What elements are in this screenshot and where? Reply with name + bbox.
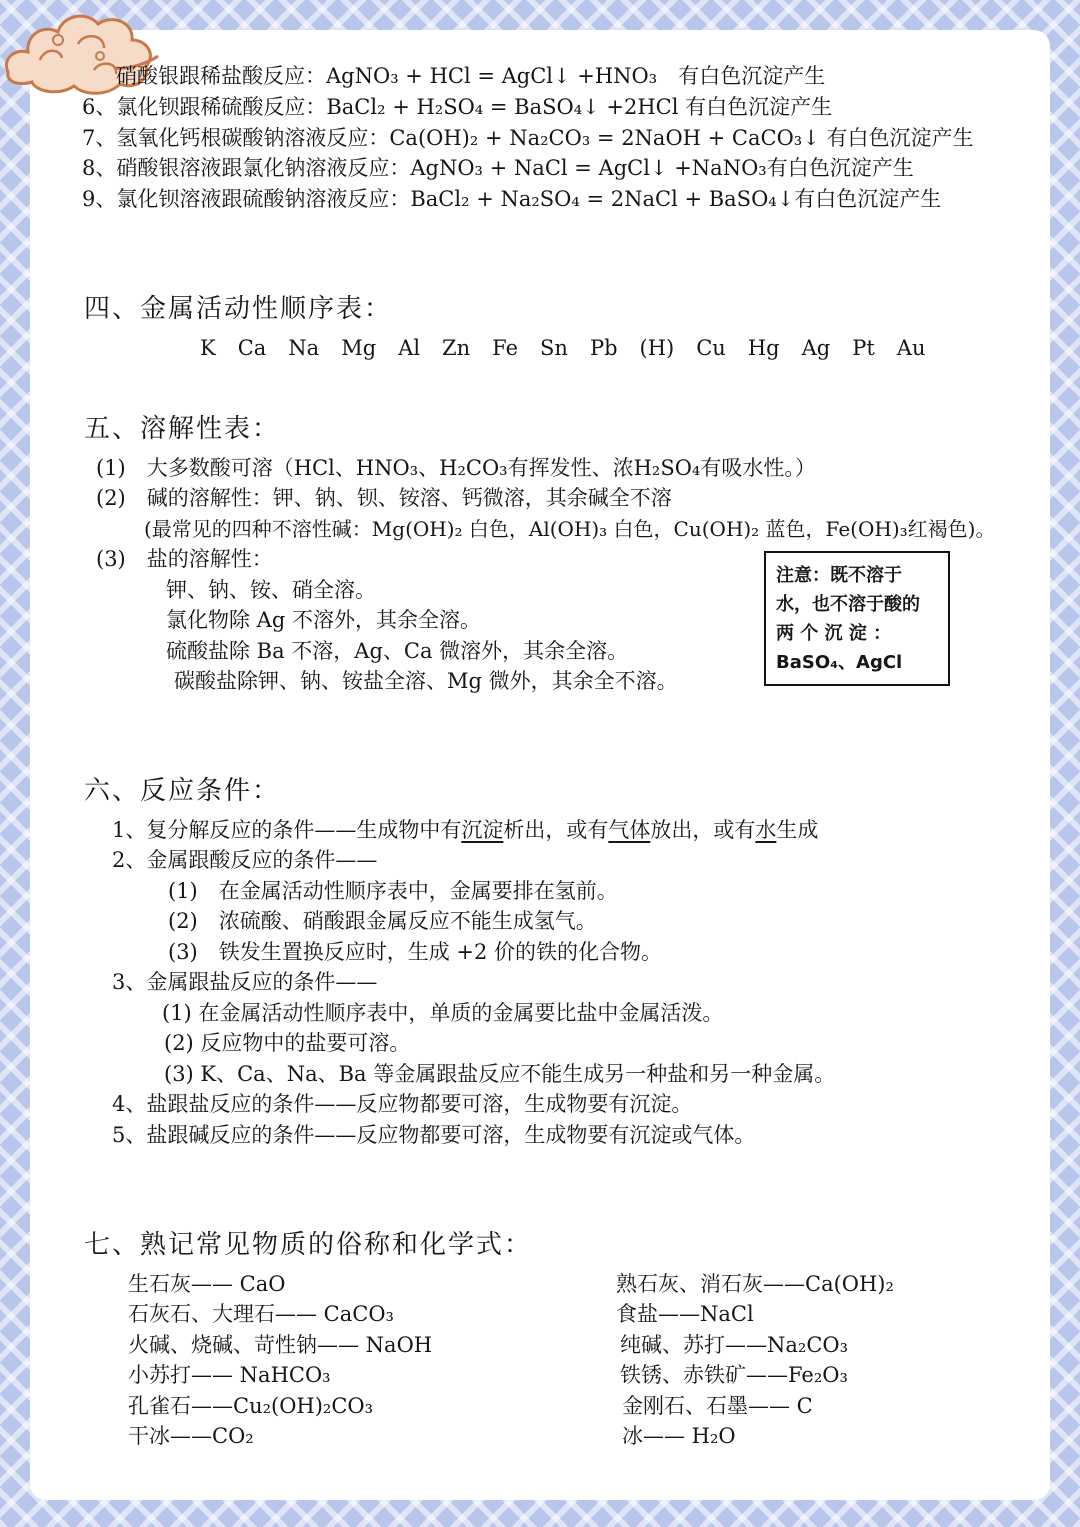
- metal-symbol: Fe: [492, 336, 519, 360]
- solubility-item: 钾、钠、铵、硝全溶。: [166, 578, 376, 602]
- common-name-entry: 熟石灰、消石灰——Ca(OH)₂: [616, 1272, 894, 1296]
- solubility-item: 氯化物除 Ag 不溶外，其余全溶。: [166, 608, 481, 632]
- section-title-reaction-conditions: 六、反应条件：: [84, 776, 281, 806]
- metal-symbol: K: [200, 336, 216, 360]
- text-segment: 析出，或有: [503, 818, 609, 842]
- condition-line: (2) 浓硫酸、硝酸跟金属反应不能生成氢气。: [168, 909, 597, 933]
- common-name-entry: 孔雀石——Cu₂(OH)₂CO₃: [128, 1394, 374, 1418]
- common-name-entry: 生石灰—— CaO: [128, 1272, 286, 1296]
- condition-line: 3、金属跟盐反应的条件——: [112, 970, 378, 994]
- reaction-line: 7、氢氧化钙根碳酸钠溶液反应：Ca(OH)₂ + Na₂CO₃ = 2NaOH + CaCO₃↓ 有白色沉淀产生: [82, 126, 974, 150]
- condition-line: (1) 在金属活动性顺序表中，单质的金属要比盐中金属活泼。: [162, 1001, 724, 1025]
- section-title-solubility: 五、溶解性表：: [84, 414, 281, 444]
- common-name-entry: 铁锈、赤铁矿——Fe₂O₃: [620, 1363, 848, 1387]
- metal-symbol: Zn: [442, 336, 471, 360]
- underlined-term: 水: [755, 818, 777, 842]
- condition-line: (3) 铁发生置换反应时，生成 +2 价的铁的化合物。: [168, 940, 663, 964]
- solubility-item: (3) 盐的溶解性：: [96, 547, 273, 571]
- note-line: 注意：既不溶于: [776, 565, 902, 586]
- metal-activity-series: [200, 336, 947, 360]
- metal-symbol: Ag: [801, 336, 831, 360]
- note-line: 两 个 沉 淀 ：: [776, 623, 892, 644]
- text-segment: 1、复分解反应的条件——生成物中有: [112, 818, 462, 842]
- section-title-metal-activity: 四、金属活动性顺序表：: [84, 294, 393, 324]
- metal-symbol: Na: [288, 336, 320, 360]
- common-name-entry: 石灰石、大理石—— CaCO₃: [128, 1302, 394, 1326]
- note-box: [764, 551, 950, 686]
- condition-line: (2) 反应物中的盐要可溶。: [164, 1031, 411, 1055]
- metal-symbol: Sn: [540, 336, 568, 360]
- common-name-entry: 火碱、烧碱、苛性钠—— NaOH: [128, 1333, 433, 1357]
- note-line: 水，也不溶于酸的: [776, 594, 920, 615]
- solubility-item: (1) 大多数酸可溶（HCl、HNO₃、H₂CO₃有挥发性、浓H₂SO₄有吸水性。）: [96, 456, 816, 480]
- text-segment: 放出，或有: [650, 818, 756, 842]
- common-name-entry: 小苏打—— NaHCO₃: [128, 1363, 331, 1387]
- condition-line: (3) K、Ca、Na、Ba 等金属跟盐反应不能生成另一种盐和另一种金属。: [164, 1062, 836, 1086]
- condition-line: 5、盐跟碱反应的条件——反应物都要可溶，生成物要有沉淀或气体。: [112, 1123, 756, 1147]
- metal-symbol: Au: [896, 336, 926, 360]
- reaction-line: 9、氯化钡溶液跟硫酸钠溶液反应：BaCl₂ + Na₂SO₄ = 2NaCl + BaSO₄↓有白色沉淀产生: [82, 187, 942, 211]
- reaction-line: 6、氯化钡跟稀硫酸反应：BaCl₂ + H₂SO₄ = BaSO₄↓ +2HCl 有白色沉淀产生: [82, 95, 833, 119]
- common-name-entry: 食盐——NaCl: [616, 1302, 754, 1326]
- metal-symbol: Al: [398, 336, 421, 360]
- condition-line: (1) 在金属活动性顺序表中，金属要排在氢前。: [168, 879, 618, 903]
- condition-line: 2、金属跟酸反应的条件——: [112, 848, 378, 872]
- condition-line: 4、盐跟盐反应的条件——反应物都要可溶，生成物要有沉淀。: [112, 1092, 693, 1116]
- common-name-entry: 金刚石、石墨—— C: [622, 1394, 813, 1418]
- note-line: BaSO₄、AgCl: [776, 652, 903, 673]
- solubility-item: (2) 碱的溶解性：钾、钠、钡、铵溶、钙微溶，其余碱全不溶: [96, 486, 672, 510]
- solubility-item: (最常见的四种不溶性碱：Mg(OH)₂ 白色，Al(OH)₃ 白色，Cu(OH)₂ 蓝色，Fe(OH)₃红褐色)。: [144, 517, 996, 541]
- reaction-line: 8、硝酸银溶液跟氯化钠溶液反应：AgNO₃ + NaCl = AgCl↓ +NaNO₃有白色沉淀产生: [82, 156, 914, 180]
- common-name-entry: 冰—— H₂O: [622, 1424, 736, 1448]
- text-segment: 生成: [776, 818, 819, 842]
- condition-line-double-decomposition: [112, 816, 818, 844]
- metal-symbol: Cu: [696, 336, 726, 360]
- metal-symbol: Ca: [237, 336, 267, 360]
- underlined-term: 气体: [608, 818, 651, 842]
- metal-symbol: Pt: [852, 336, 875, 360]
- underlined-term: 沉淀: [461, 818, 504, 842]
- metal-symbol: Hg: [747, 336, 780, 360]
- metal-symbol: Mg: [341, 336, 377, 360]
- metal-symbol: Pb: [589, 336, 618, 360]
- metal-symbol: (H): [639, 336, 675, 360]
- common-name-entry: 干冰——CO₂: [128, 1424, 254, 1448]
- section-title-common-names: 七、熟记常见物质的俗称和化学式：: [84, 1230, 533, 1260]
- solubility-item: 硫酸盐除 Ba 不溶，Ag、Ca 微溶外，其余全溶。: [166, 639, 629, 663]
- reaction-line: 硝酸银跟稀盐酸反应：AgNO₃ + HCl = AgCl↓ +HNO₃ 有白色沉淀产生: [116, 64, 826, 88]
- solubility-item: 碳酸盐除钾、钠、铵盐全溶、Mg 微外，其余全不溶。: [174, 669, 678, 693]
- common-name-entry: 纯碱、苏打——Na₂CO₃: [620, 1333, 849, 1357]
